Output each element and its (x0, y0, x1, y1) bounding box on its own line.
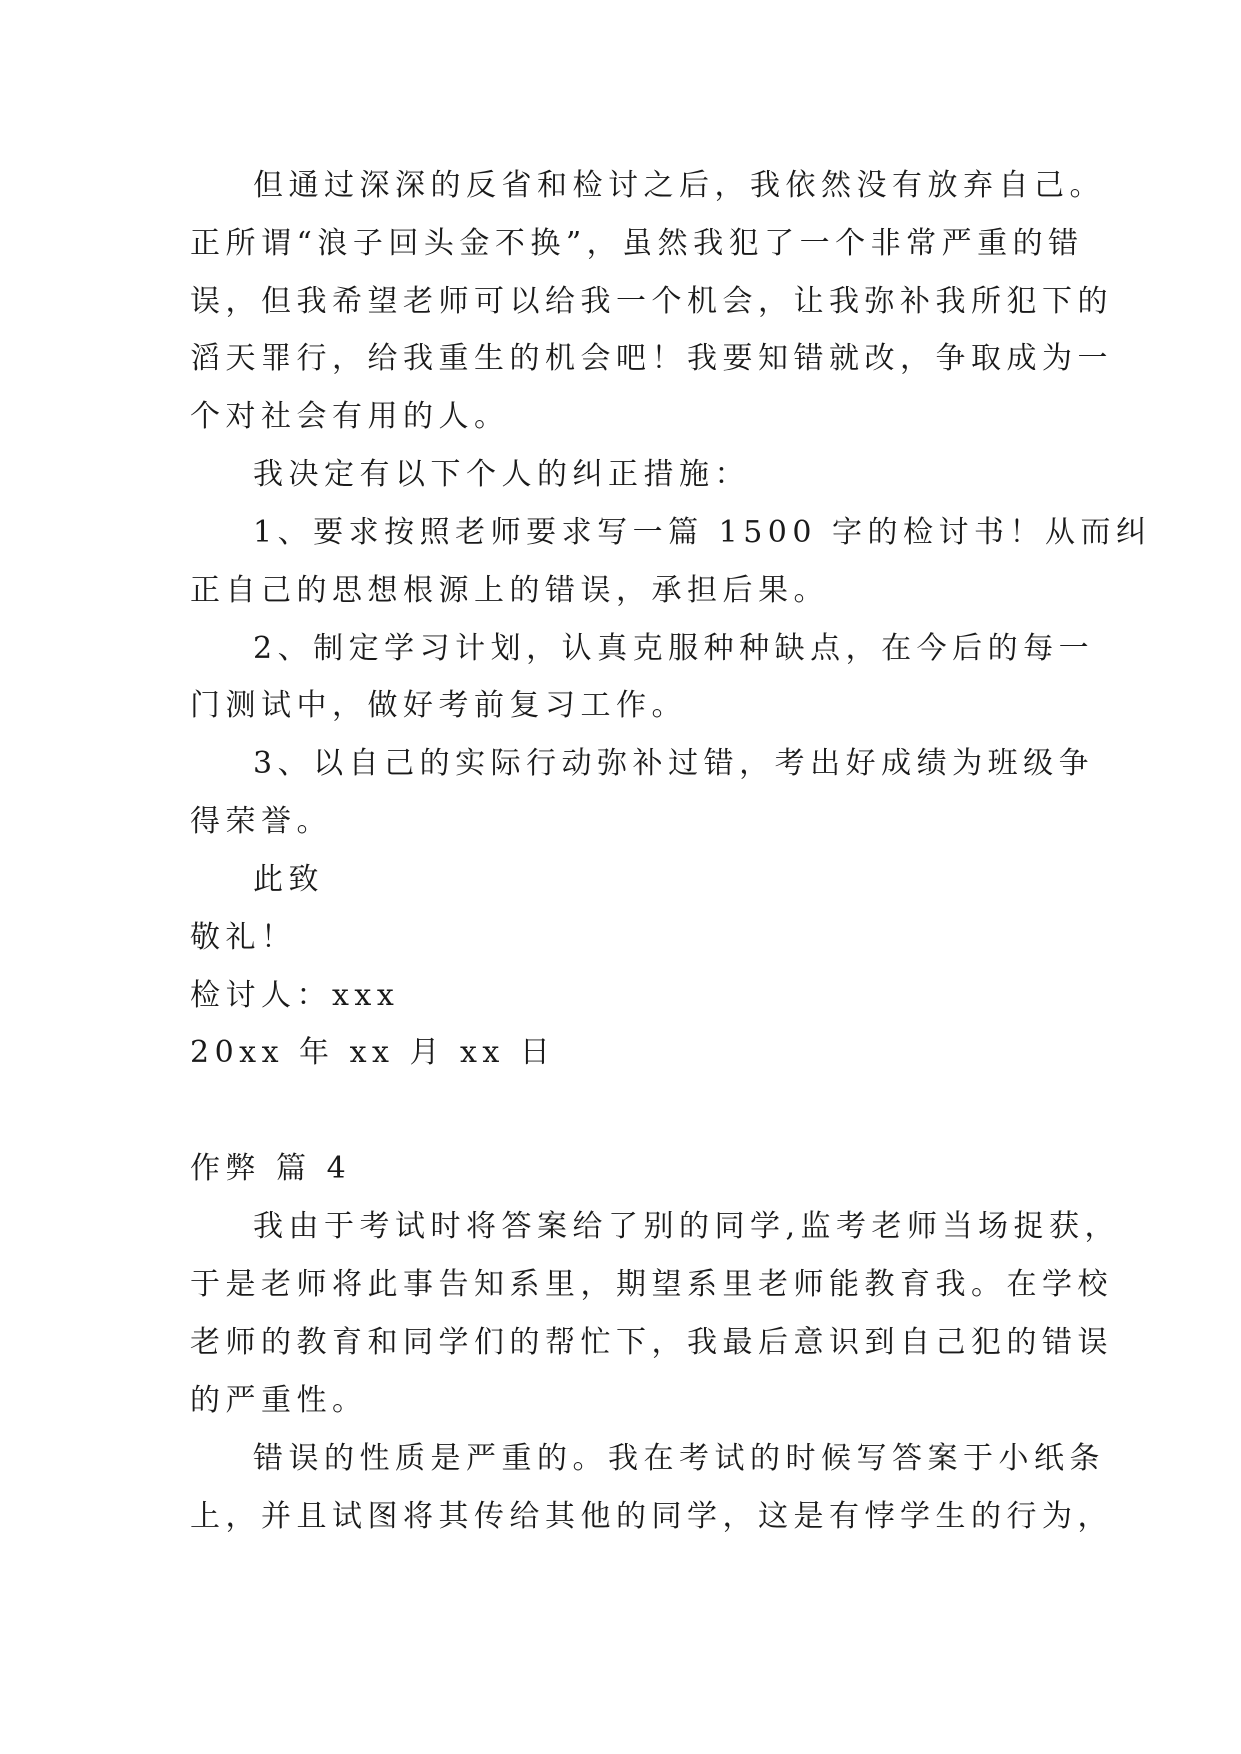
paragraph-line: 于是老师将此事告知系里，期望系里老师能教育我。在学校 (190, 1267, 1113, 1302)
paragraph-line: 但通过深深的反省和检讨之后，我依然没有放弃自己。 (253, 168, 1105, 203)
signer-text: 检讨人：xxx (190, 978, 400, 1013)
section-heading: 作弊 篇 4 (190, 1151, 352, 1186)
date-text: 20xx 年 xx 月 xx 日 (190, 1035, 556, 1070)
list-item-line: 门测试中，做好考前复习工作。 (190, 688, 687, 723)
paragraph-line: 正所谓“浪子回头金不换”，虽然我犯了一个非常严重的错 (190, 226, 1084, 261)
paragraph-line: 的严重性。 (190, 1383, 368, 1418)
salute-text: 敬礼！ (190, 920, 297, 955)
paragraph-line: 老师的教育和同学们的帮忙下，我最后意识到自己犯的错误 (190, 1325, 1113, 1360)
paragraph-line: 误，但我希望老师可以给我一个机会，让我弥补我所犯下的 (190, 284, 1113, 319)
list-item-line: 正自己的思想根源上的错误，承担后果。 (190, 573, 829, 608)
list-item-line: 得荣誉。 (190, 804, 332, 839)
paragraph-line: 上，并且试图将其传给其他的同学，这是有悖学生的行为， (190, 1499, 1113, 1534)
closing-text: 此致 (253, 862, 324, 897)
paragraph-line: 我由于考试时将答案给了别的同学,监考老师当场捉获， (253, 1209, 1121, 1244)
paragraph-line: 错误的性质是严重的。我在考试的时候写答案于小纸条 (253, 1441, 1105, 1476)
paragraph-line: 滔天罪行，给我重生的机会吧！我要知错就改，争取成为一 (190, 341, 1113, 376)
list-item-line: 1、要求按照老师要求写一篇 1500 字的检讨书！从而纠 (253, 515, 1152, 550)
paragraph-line: 个对社会有用的人。 (190, 399, 510, 434)
list-item-line: 2、制定学习计划，认真克服种种缺点，在今后的每一 (253, 631, 1095, 666)
list-item-line: 3、以自己的实际行动弥补过错，考出好成绩为班级争 (253, 746, 1095, 781)
paragraph-line: 我决定有以下个人的纠正措施： (253, 457, 750, 492)
